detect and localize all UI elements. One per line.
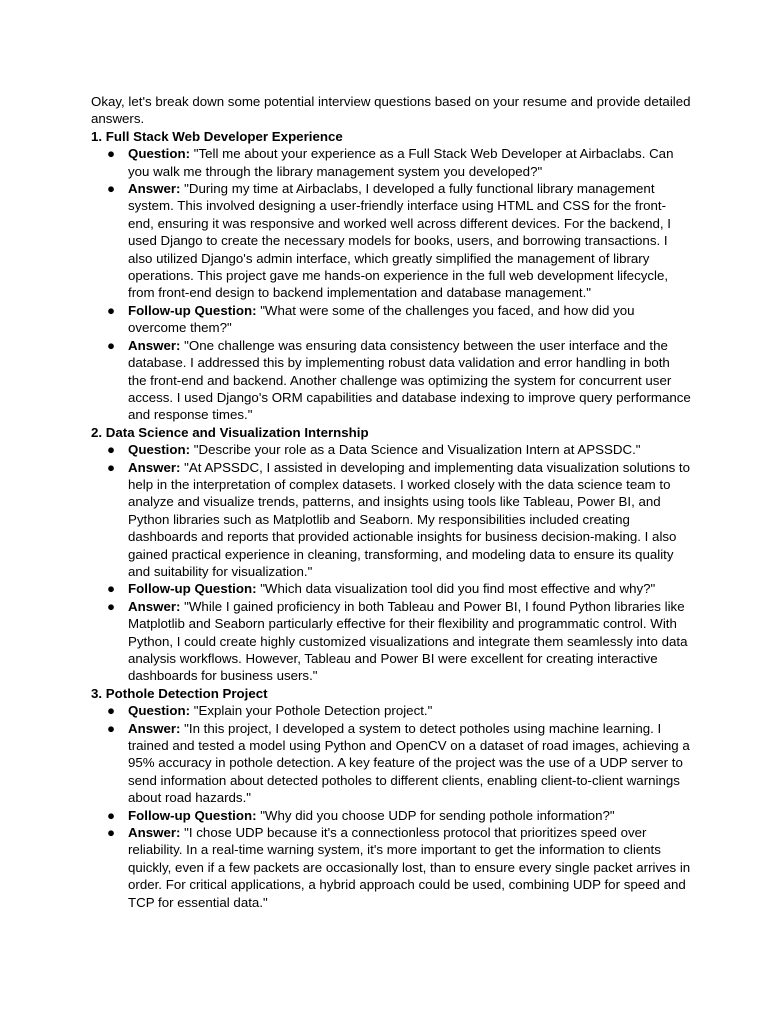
list-item xyxy=(91,337,691,424)
item-text: "I chose UDP because it's a connectionless protocol that prioritizes speed over reliability. In a real-time warning system, it's more important to get the information to clients quickly, even if a few packets are occasionally lost, than to ensure every single packet arrives in order. For critical applications, a hybrid approach could be used, combining UDP for speed and TCP for essential data." xyxy=(128,825,691,910)
bullet-icon: ● xyxy=(106,720,116,736)
item-label: Answer: xyxy=(128,337,181,353)
item-label: Answer: xyxy=(128,720,181,736)
bullet-icon: ● xyxy=(106,146,116,162)
list-item xyxy=(91,720,691,807)
list-item xyxy=(91,145,691,180)
item-text: "What were some of the challenges you faced, and how did you overcome them?" xyxy=(128,302,635,336)
item-text: "Describe your role as a Data Science and Visualization Intern at APSSDC." xyxy=(190,442,641,458)
list-item xyxy=(91,824,691,911)
document-content xyxy=(91,93,691,911)
list-item xyxy=(91,580,691,597)
list-item xyxy=(91,302,691,337)
list-item xyxy=(91,598,691,685)
bullet-icon: ● xyxy=(106,825,116,841)
list-item xyxy=(91,807,691,824)
item-label: Answer: xyxy=(128,598,181,614)
item-text: "While I gained proficiency in both Tableau and Power BI, I found Python libraries like Matplotlib and Seaborn particularly effective for their flexibility and programmatic control. With Python, I could create highly customized visualizations and integrate them seamlessly into data analysis workflows. However, Tableau and Power BI were excellent for creating interactive dashboards for business users." xyxy=(128,598,688,684)
qa-list xyxy=(91,145,691,424)
bullet-icon: ● xyxy=(106,337,116,353)
item-label: Answer: xyxy=(128,459,181,475)
bullet-icon: ● xyxy=(106,442,116,458)
item-text: "During my time at Airbaclabs, I developed a fully functional library management system. This involved designing a user-friendly interface using HTML and CSS for the front-end, ensuring it was responsive and worked well across different devices. For the backend, I used Django to create the necessary models for books, users, and borrowing transactions. I also utilized Django's admin interface, which greatly simplified the management of library operations. This project gave me hands-on experience in the full web development lifecycle, from front-end design to backend implementation and database management." xyxy=(128,181,671,301)
item-label: Answer: xyxy=(128,181,181,197)
item-label: Question: xyxy=(128,703,191,719)
bullet-icon: ● xyxy=(106,807,116,823)
item-text: "In this project, I developed a system to detect potholes using machine learning. I trained and tested a model using Python and OpenCV on a dataset of road images, achieving a 95% accuracy in pothole detection. A key feature of the project was the use of a UDP server to send information about detected potholes to different clients, enabling client-to-client warnings about road hazards." xyxy=(128,720,690,806)
list-item xyxy=(91,441,691,458)
item-text: "Explain your Pothole Detection project." xyxy=(190,703,433,719)
item-text: "Tell me about your experience as a Full Stack Web Developer at Airbaclabs. Can you walk me through the library management system you developed?" xyxy=(128,146,674,179)
item-text: "Why did you choose UDP for sending pothole information?" xyxy=(256,807,615,823)
bullet-icon: ● xyxy=(106,181,116,197)
item-label: Follow-up Question: xyxy=(128,302,257,318)
item-label: Follow-up Question: xyxy=(128,581,257,597)
list-item xyxy=(91,459,691,581)
section-heading: 3. Pothole Detection Project xyxy=(91,685,268,701)
bullet-icon: ● xyxy=(106,459,116,475)
item-label: Question: xyxy=(128,442,191,458)
item-text: "Which data visualization tool did you find most effective and why?" xyxy=(256,581,656,597)
section-heading: 2. Data Science and Visualization Internship xyxy=(91,424,369,440)
bullet-icon: ● xyxy=(106,302,116,318)
item-label: Answer: xyxy=(128,825,181,841)
bullet-icon: ● xyxy=(106,581,116,597)
item-label: Follow-up Question: xyxy=(128,807,257,823)
bullet-icon: ● xyxy=(106,703,116,719)
intro-paragraph: Okay, let's break down some potential interview questions based on your resume and provide detailed answers. xyxy=(91,94,691,127)
section-heading: 1. Full Stack Web Developer Experience xyxy=(91,128,343,144)
item-text: "At APSSDC, I assisted in developing and implementing data visualization solutions to help in the interpretation of complex datasets. I worked closely with the data science team to analyze and visualize trends, patterns, and insights using tools like Tableau, Power BI, and Python libraries such as Matplotlib and Seaborn. My responsibilities included creating dashboards and reports that provided actionable insights for business decision-making. I also gained practical experience in cleaning, transforming, and modeling data to ensure its quality and suitability for visualization." xyxy=(128,459,691,579)
item-label: Question: xyxy=(128,146,191,162)
qa-list xyxy=(91,702,691,911)
list-item xyxy=(91,180,691,302)
item-text: "One challenge was ensuring data consistency between the user interface and the database. I addressed this by implementing robust data validation and error handling in both the front-end and backend. Another challenge was optimizing the system for concurrent user access. I used Django's ORM capabilities and database indexing to improve query performance and response times." xyxy=(128,337,691,423)
list-item xyxy=(91,702,691,719)
qa-list xyxy=(91,441,691,685)
bullet-icon: ● xyxy=(106,598,116,614)
